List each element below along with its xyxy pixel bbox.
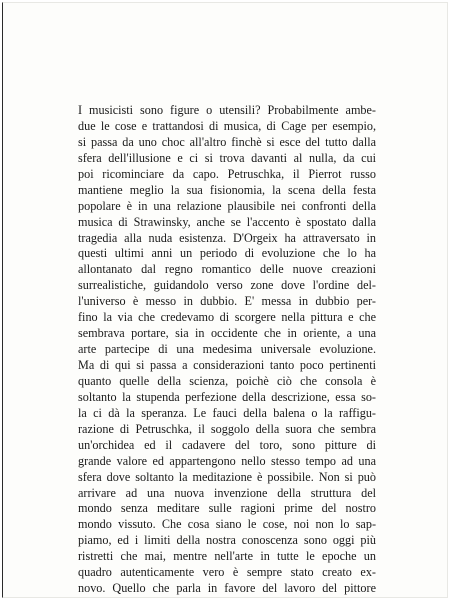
text-line: tragedia alla nuda esistenza. D'Orgeix ha attraversato in [78,230,376,245]
text-line: surrealistiche, guidandolo verso zone dove l'ordine del- [78,278,376,293]
book-page [2,2,448,598]
text-line: la ci dà la speranza. Le fauci della balena o la raffigu- [78,405,376,420]
text-line: I musicisti sono figure o utensili? Probabilmente ambe- [78,103,376,117]
text-line: allontanato dal regno romantico delle nuove creazioni [78,262,376,277]
text-line: sembrava portare, sia in occidente che in oriente, a una [78,326,376,341]
text-line: grande valore ed appartengono nello stesso tempo ad una [78,453,376,468]
text-line: mantiene meglio la sua fisionomia, la scena della festa [78,182,376,197]
text-line: piamo, ed i limiti della nostra conoscenza sono oggi più [78,533,376,548]
text-line: mondo vissuto. Che cosa siano le cose, noi non lo sap- [78,517,376,532]
text-line: mondo senza meditare sulle ragioni prime del nostro [78,501,376,516]
text-line: sfera dell'illusione e ci si trova davanti al nulla, da cui [78,150,376,165]
text-line: soltanto la stupenda perfezione della descrizione, essa so- [78,389,376,404]
text-line: popolare è in una relazione plausibile nei confronti della [78,198,376,213]
text-line: quadro autenticamente vero è sempre stato creato ex- [78,565,376,580]
text-line: due le cose e trattandosi di musica, di Cage per esempio, [78,118,376,133]
text-line: novo. Quello che parla in favore del lavoro del pittore [78,581,376,596]
text-line: arrivare ad una nuova invenzione della struttura del [78,485,376,500]
text-line: poi ricominciare da capo. Petruschka, il Pierrot russo [78,166,376,181]
text-line: si passa da uno choc all'altro finchè si esce del tutto dalla [78,134,376,149]
text-line: fino la via che credevamo di scorgere nella pittura e che [78,310,376,325]
text-line: razione di Petruschka, il soggolo della suora che sembra [78,421,376,436]
text-line: quanto quelle della scienza, poichè ciò che consola è [78,373,376,388]
text-line: questi ultimi anni un periodo di evoluzione che lo ha [78,246,376,261]
text-line: un'orchidea ed il cadavere del toro, sono pitture di [78,437,376,452]
text-line: l'universo è messo in dubbio. E' messa in dubbio per- [78,294,376,309]
text-line: sfera dove soltanto la meditazione è possibile. Non si può [78,469,376,484]
body-paragraph [78,103,376,597]
text-line: musica di Strawinsky, anche se l'accento è spostato dalla [78,214,376,229]
text-line: ristretti che mai, mentre nell'arte in tutte le epoche un [78,549,376,564]
text-line: Ma di qui si passa a considerazioni tanto poco pertinenti [78,358,376,372]
text-line: arte partecipe di una medesima universale evoluzione. [78,342,376,357]
